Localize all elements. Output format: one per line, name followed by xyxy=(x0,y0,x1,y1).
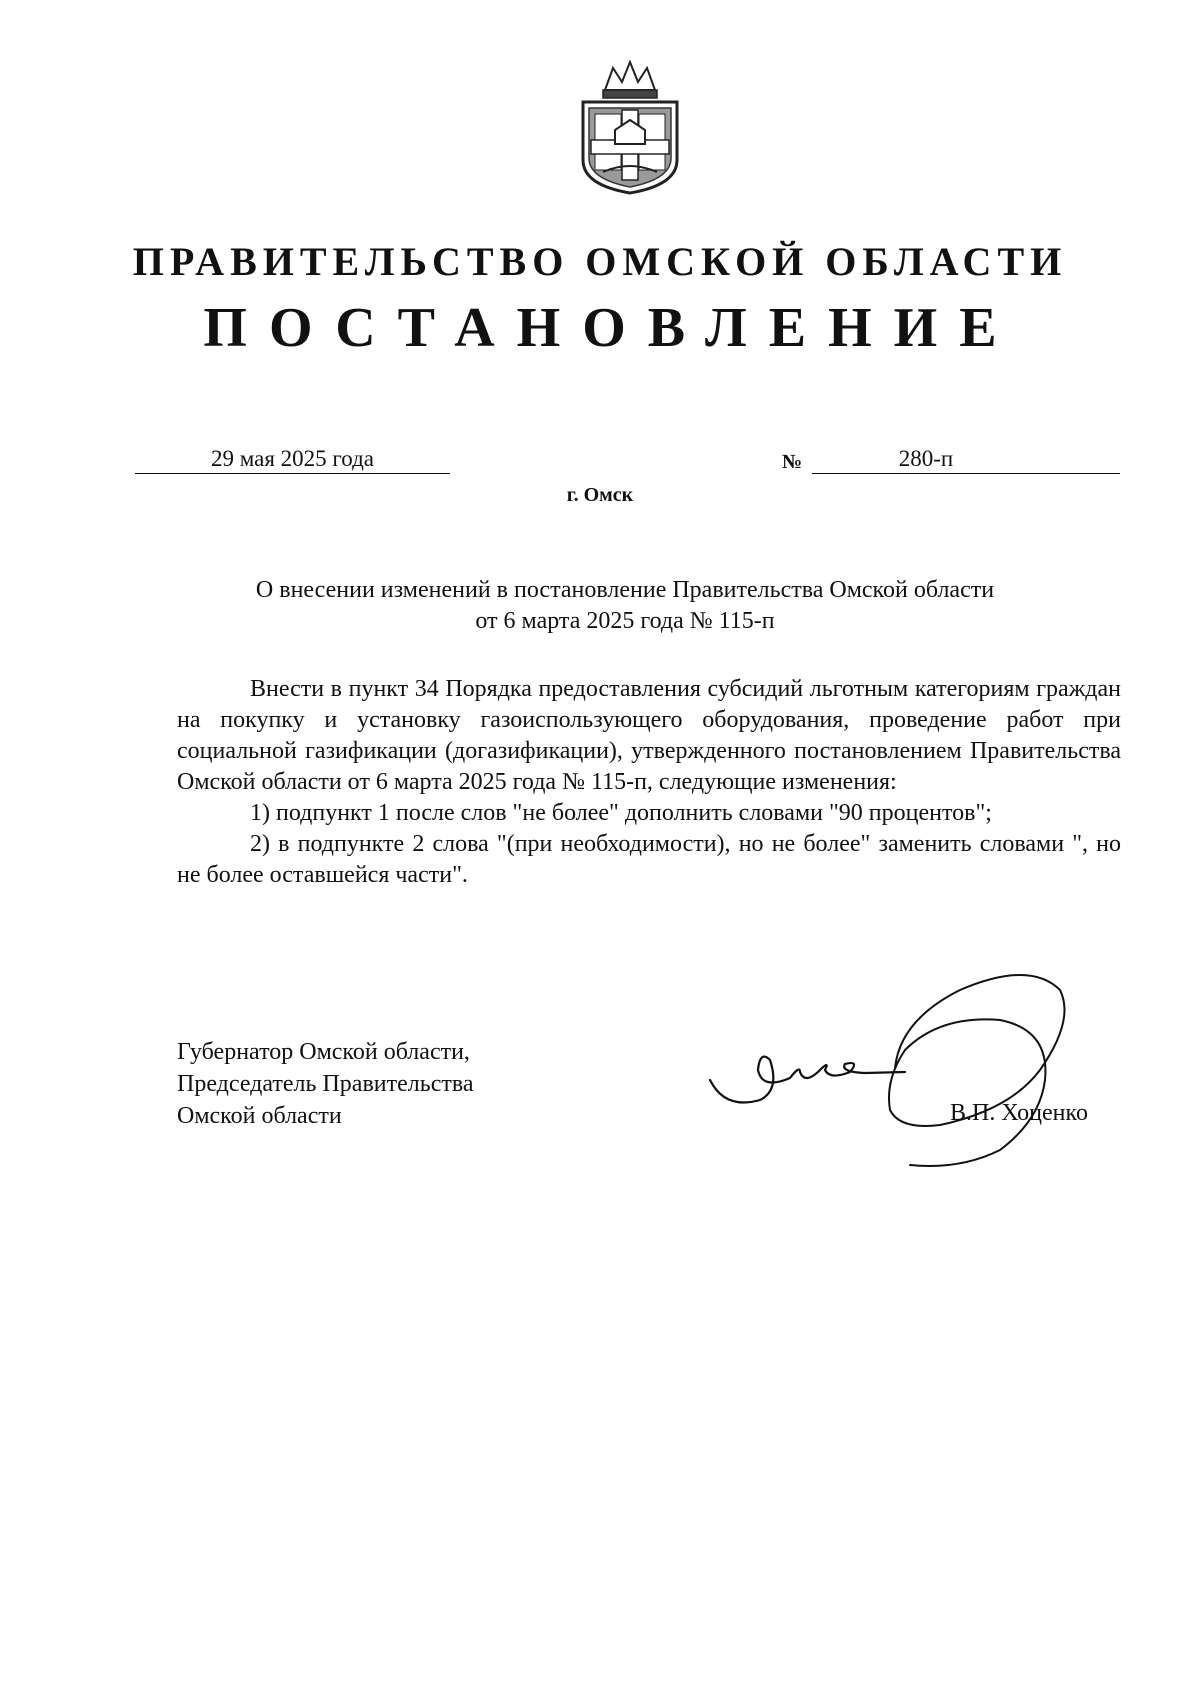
handwritten-signature-icon xyxy=(700,960,1120,1175)
subject-line: О внесении изменений в постановление Правительства Омской области xyxy=(255,577,995,603)
body-paragraph: 2) в подпункте 2 слова "(при необходимости), но не более" заменить словами ", но не более оставшейся части". xyxy=(177,831,1121,888)
signer-title-line: Председатель Правительства xyxy=(177,1071,474,1097)
body-paragraph: 1) подпункт 1 после слов "не более" дополнить словами "90 процентов"; xyxy=(250,800,992,826)
document-number: 280-п xyxy=(898,446,954,471)
document-subject xyxy=(150,575,1100,637)
signer-name: В.П. Хоценко xyxy=(950,1100,1088,1126)
subject-line: от 6 марта 2025 года № 115-п xyxy=(475,608,775,634)
body-paragraph: Внести в пункт 34 Порядка предоставления субсидий льготным категориям граждан на покупку и установку газоиспользующего оборудования, проведение работ при социальной газификации (догазификации), утвержденного постановлением Правительства Омской области от 6 марта 2025 года № 115-п, следующие изменения: xyxy=(177,676,1121,795)
number-label: № xyxy=(782,451,803,473)
document-body xyxy=(177,674,1121,891)
document-number-field xyxy=(812,445,1120,474)
document-date: 29 мая 2025 года xyxy=(135,445,450,474)
city: г. Омск xyxy=(566,484,634,506)
document-type-title: ПОСТАНОВЛЕНИЕ xyxy=(203,297,1019,359)
signer-title-line: Омской области xyxy=(177,1103,342,1129)
organization-title: ПРАВИТЕЛЬСТВО ОМСКОЙ ОБЛАСТИ xyxy=(132,239,1068,284)
signer-title xyxy=(177,1036,474,1132)
coat-of-arms-icon xyxy=(575,60,685,195)
signer-title-line: Губернатор Омской области, xyxy=(177,1039,470,1065)
